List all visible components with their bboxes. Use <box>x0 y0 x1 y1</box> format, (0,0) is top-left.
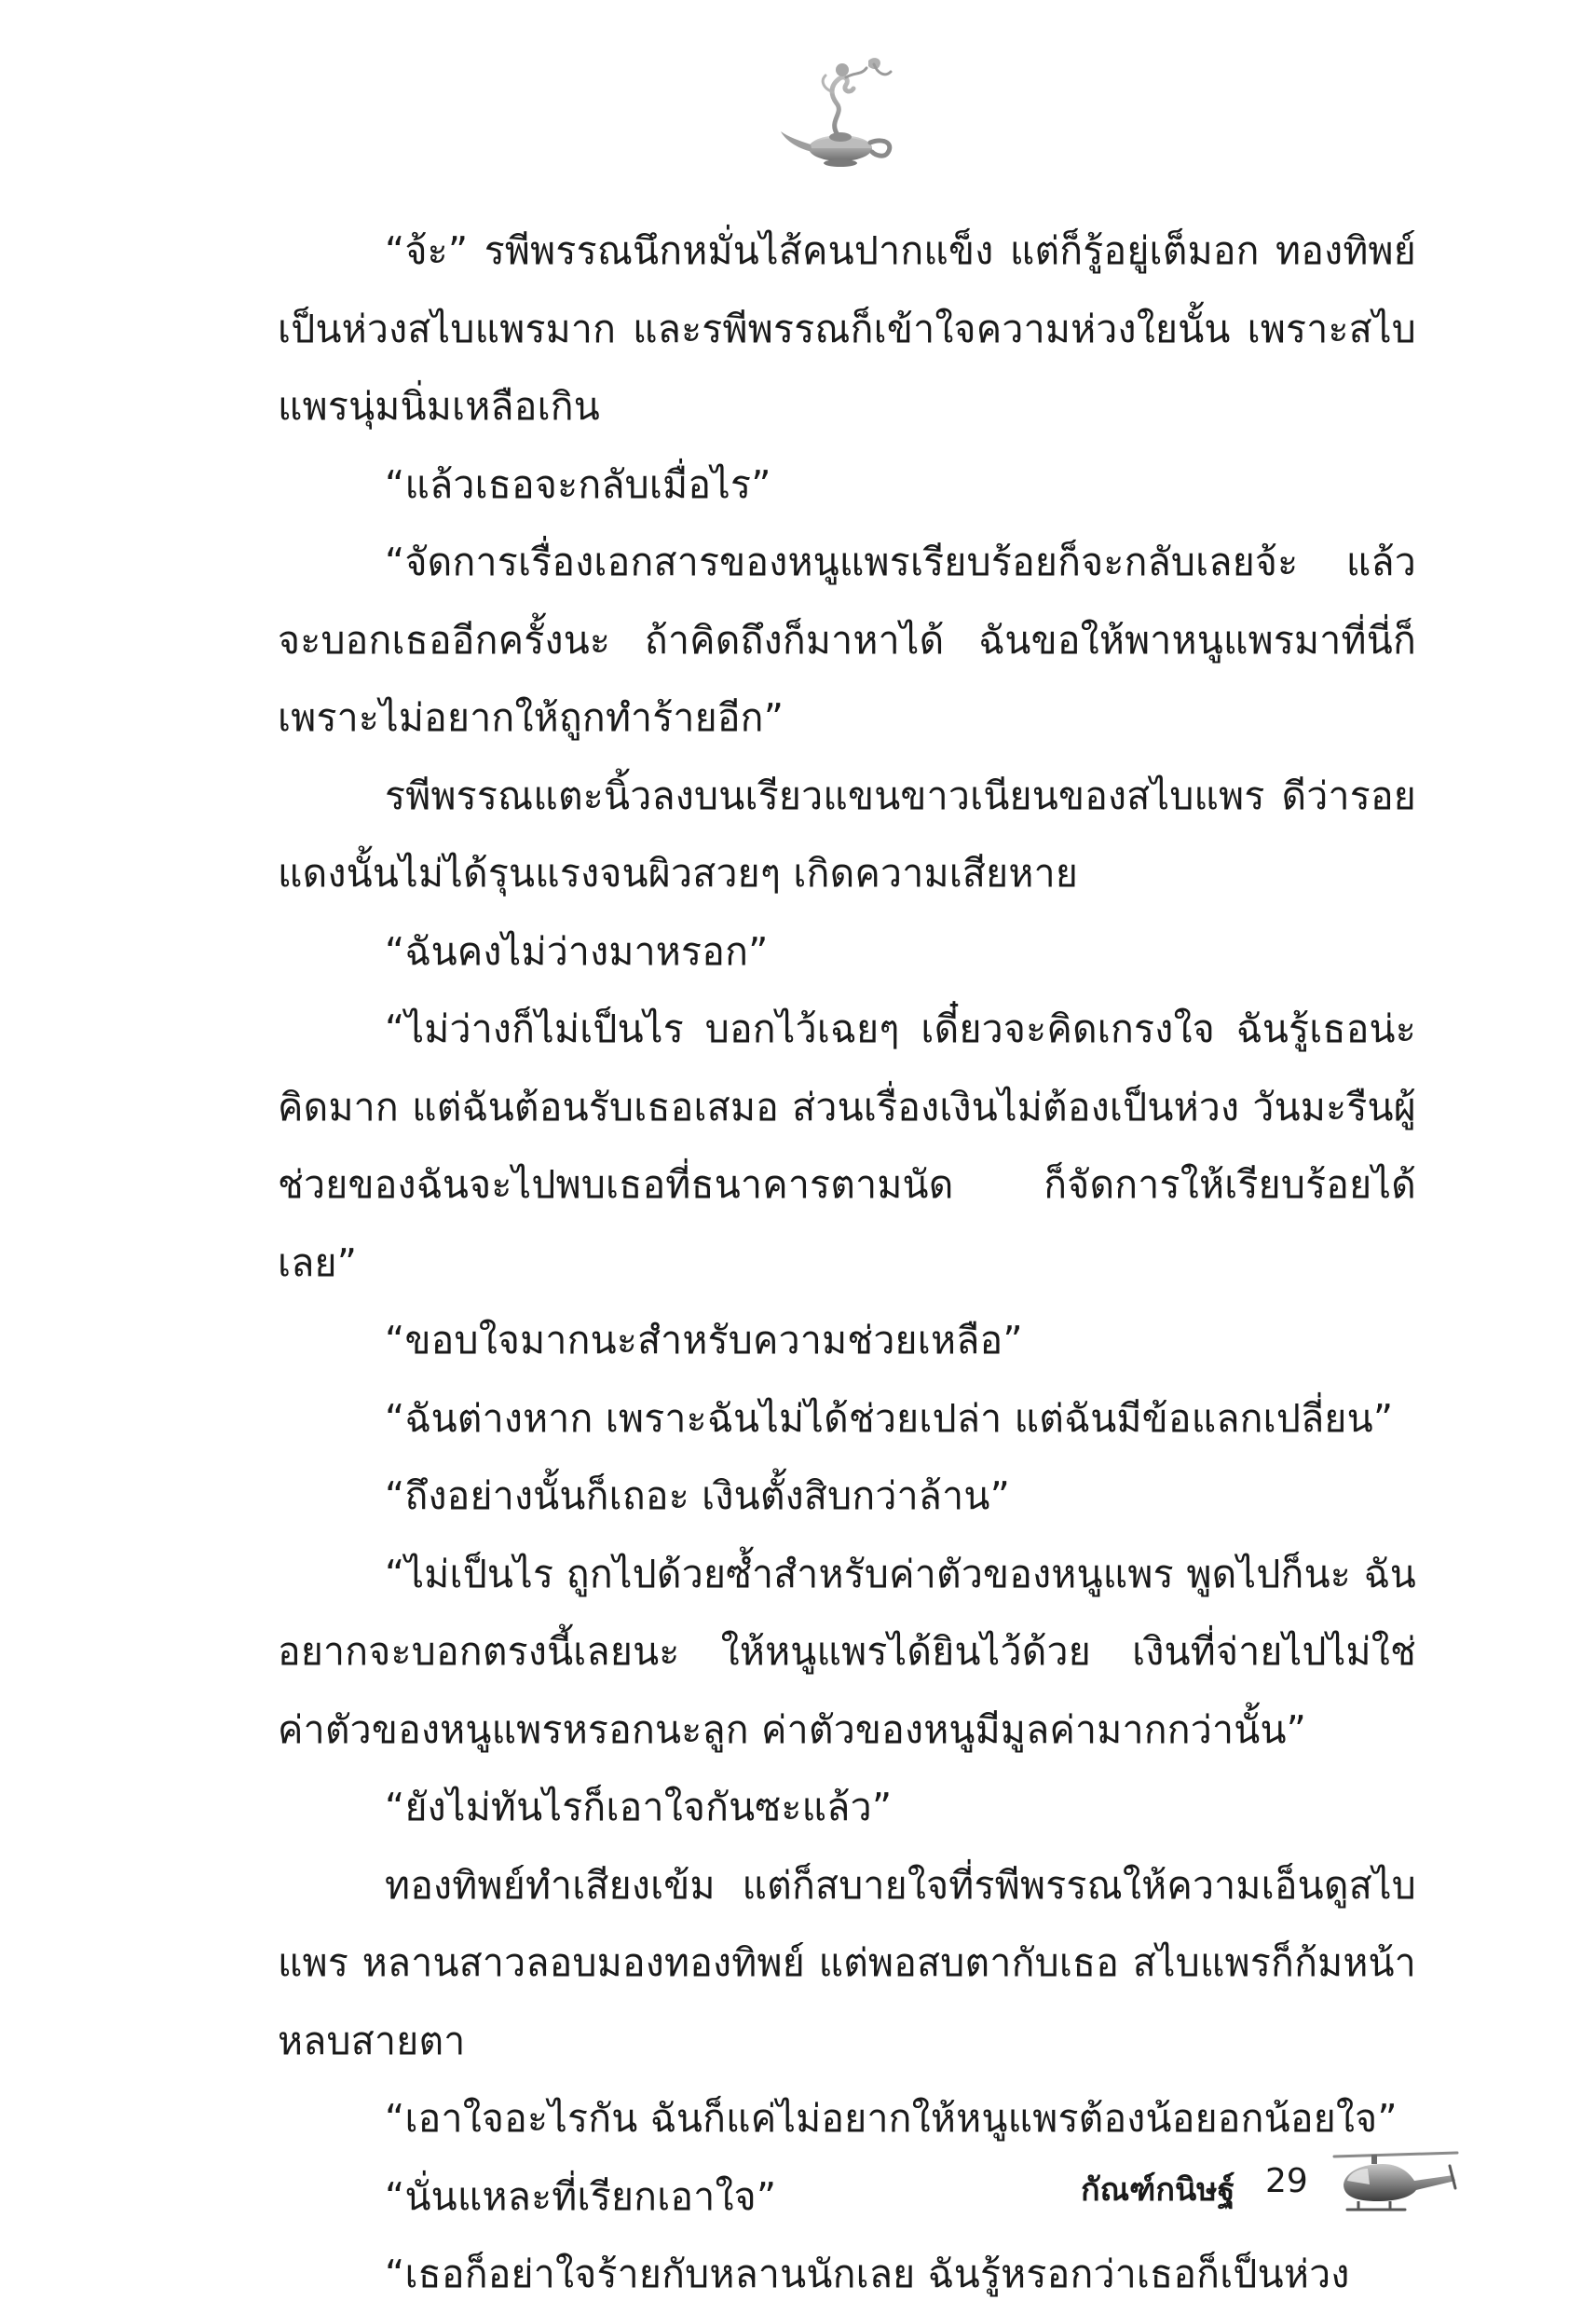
page-body <box>278 212 1416 2314</box>
paragraph: “ไม่เป็นไร ถูกไปด้วยซ้ำสำหรับค่าตัวของหนูแพร พูดไปก็นะ ฉันอยากจะบอกตรงนี้เลยนะ ให้หนูแพรได้ยินไว้ด้วย เงินที่จ่ายไปไม่ใช่ค่าตัวของหนูแพรหรอกนะลูก ค่าตัวของหนูมีมูลค่ามากกว่านั้น” <box>278 1551 1416 1752</box>
book-title: กัณฑ์กนิษฐ์ <box>1081 2171 1235 2209</box>
paragraph: “ถึงอย่างนั้นก็เถอะ เงินตั้งสิบกว่าล้าน” <box>385 1473 1011 1518</box>
paragraph: “ไม่ว่างก็ไม่เป็นไร บอกไว้เฉยๆ เดี๋ยวจะคิดเกรงใจ ฉันรู้เธอน่ะคิดมาก แต่ฉันต้อนรับเธอเสมอ ส่วนเรื่องเงินไม่ต้องเป็นห่วง วันมะรืนผู้ช่วยของฉันจะไปพบเธอที่ธนาคารตามนัด ก็จัดการให้เรียบร้อยได้เลย” <box>278 1006 1416 1285</box>
page-footer <box>1081 2143 1472 2227</box>
helicopter-icon <box>1330 2143 1461 2218</box>
paragraph: “จัดการเรื่องเอกสารของหนูแพรเรียบร้อยก็จะกลับเลยจ้ะ แล้วจะบอกเธออีกครั้งนะ ถ้าคิดถึงก็มาหาได้ ฉันขอให้พาหนูแพรมาที่นี่ก็เพราะไม่อยากให้ถูกทำร้ายอีก” <box>278 540 1416 740</box>
paragraph: “เอาใจอะไรกัน ฉันก็แค่ไม่อยากให้หนูแพรต้องน้อยอกน้อยใจ” <box>385 2096 1398 2141</box>
genie-lamp-icon <box>764 51 913 172</box>
paragraph: รพีพรรณแตะนิ้วลงบนเรียวแขนขาวเนียนของสไบแพร ดีว่ารอยแดงนั้นไม่ได้รุนแรงจนผิวสวยๆ เกิดความเสียหาย <box>278 773 1416 896</box>
paragraph: “ฉันคงไม่ว่างมาหรอก” <box>385 928 769 974</box>
page-number: 29 <box>1265 2162 1308 2200</box>
paragraph: “ขอบใจมากนะสำหรับความช่วยเหลือ” <box>385 1318 1023 1362</box>
paragraph: “ยังไม่ทันไรก็เอาใจกันซะแล้ว” <box>385 1785 893 1829</box>
paragraph: ทองทิพย์ทำเสียงเข้ม แต่ก็สบายใจที่รพีพรรณให้ความเอ็นดูสไบแพร หลานสาวลอบมองทองทิพย์ แต่พอสบตากับเธอ สไบแพรก็ก้มหน้าหลบสายตา <box>278 1862 1416 2063</box>
paragraph: “ฉันต่างหาก เพราะฉันไม่ได้ช่วยเปล่า แต่ฉันมีข้อแลกเปลี่ยน” <box>385 1395 1394 1441</box>
paragraph: “แล้วเธอจะกลับเมื่อไร” <box>385 461 771 507</box>
paragraph: “นั่นแหละที่เรียกเอาใจ” <box>385 2173 777 2219</box>
paragraph: “จ้ะ” รพีพรรณนึกหมั่นไส้คนปากแข็ง แต่ก็รู้อยู่เต็มอก ทองทิพย์เป็นห่วงสไบแพรมาก และรพีพรรณก็เข้าใจความห่วงใยนั้น เพราะสไบแพรนุ่มนิ่มเหลือเกิน <box>278 228 1416 429</box>
paragraph: “เธอก็อย่าใจร้ายกับหลานนักเลย ฉันรู้หรอกว่าเธอก็เป็นห่วง <box>385 2252 1350 2296</box>
